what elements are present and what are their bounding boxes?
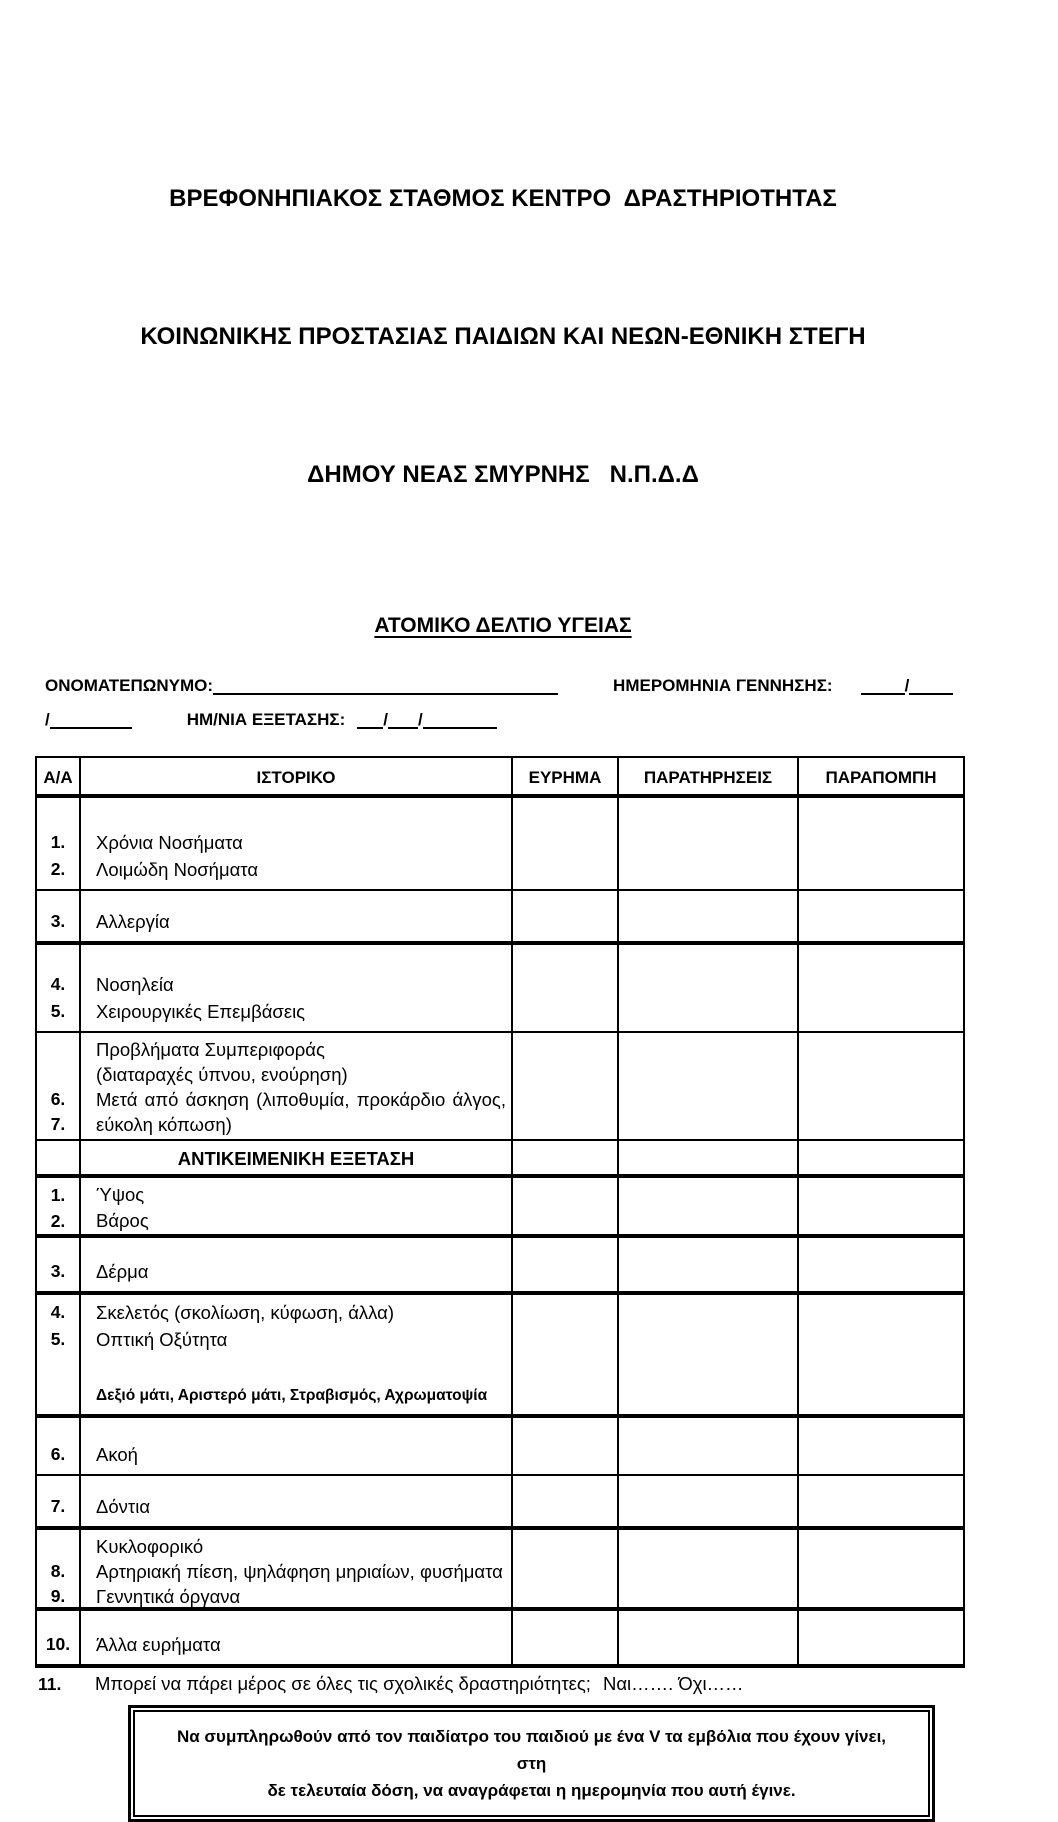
institution-title (45, 0, 961, 590)
item-number: 8. (50, 1561, 66, 1581)
observations-cell (619, 1178, 799, 1240)
row-label-cell (81, 798, 513, 889)
table-row (37, 1178, 963, 1238)
row-label-cell (81, 1295, 513, 1414)
birth-month-blank-line (909, 693, 953, 695)
referral-cell (799, 1611, 963, 1664)
referral-cell (799, 1238, 963, 1291)
item-number: 1. (50, 1185, 66, 1205)
health-record-table (35, 756, 965, 1668)
notice-line-2: δε τελευταία δόση, να αναγράφεται η ημερομηνία που αυτή έγινε. (267, 1781, 796, 1800)
row-label-cell (81, 1238, 513, 1291)
table-row (37, 1611, 963, 1668)
row-number-cell (37, 1476, 81, 1526)
item-label: Οπτική Οξύτητα (96, 1329, 228, 1350)
item-number: 6. (50, 1444, 66, 1464)
question-11-number: 11. (38, 1674, 62, 1694)
referral-cell (799, 798, 963, 889)
full-name-label: ΟΝΟΜΑΤΕΠΩΝΥΜΟ: (45, 676, 214, 695)
row-label-cell (81, 1033, 513, 1141)
date-slash: / (45, 710, 50, 729)
item-subnote: Δεξιό μάτι, Αριστερό μάτι, Στραβισμός, Αχρωματοψία (96, 1387, 488, 1404)
item-number: 3. (50, 911, 66, 931)
observations-cell (619, 945, 799, 1031)
observations-cell (619, 1530, 799, 1613)
column-header-label: ΠΑΡΑΠΟΜΠΗ (825, 768, 937, 787)
birth-year-blank-line (50, 727, 132, 729)
item-label: Χειρουργικές Επεμβάσεις (96, 1001, 306, 1022)
vaccination-notice-inner (133, 1710, 930, 1817)
item-label: Δόντια (96, 1496, 151, 1517)
finding-cell (513, 1295, 619, 1414)
observations-cell (619, 1476, 799, 1526)
row-label-cell (81, 945, 513, 1031)
row-number-cell (37, 798, 81, 889)
finding-cell (513, 798, 619, 889)
item-label: Ύψος (96, 1184, 145, 1205)
item-label: Προβλήματα Συμπεριφοράς (96, 1039, 325, 1060)
column-header-label: ΕΥΡΗΜΑ (528, 768, 602, 787)
vaccination-notice-box (128, 1705, 935, 1822)
item-number: 7. (50, 1496, 66, 1516)
column-header-label: ΠΑΡΑΤΗΡΗΣΕΙΣ (643, 768, 773, 787)
observations-cell (619, 1295, 799, 1414)
finding-cell (513, 891, 619, 941)
referral-cell (799, 1295, 963, 1414)
finding-cell (513, 1418, 619, 1474)
item-label: Ακοή (96, 1444, 138, 1465)
observations-cell (619, 1238, 799, 1291)
table-row (37, 1476, 963, 1530)
referral-cell (799, 1418, 963, 1474)
table-row (37, 1033, 963, 1141)
table-header-cell (619, 758, 799, 794)
table-header-cell (37, 758, 81, 794)
referral-cell (799, 1530, 963, 1613)
row-number-cell (37, 1418, 81, 1474)
row-number-cell (37, 1295, 81, 1414)
finding-cell (513, 1530, 619, 1613)
item-label: Άλλα ευρήματα (96, 1634, 221, 1655)
item-label: Χρόνια Νοσήματα (96, 832, 243, 853)
birth-date-label: ΗΜΕΡΟΜΗΝΙΑ ΓΕΝΝΗΣΗΣ: (613, 676, 833, 695)
referral-cell (799, 1033, 963, 1141)
observations-cell (619, 1033, 799, 1141)
date-slash: / (383, 710, 388, 729)
row-number-cell (37, 1238, 81, 1291)
referral-cell (799, 891, 963, 941)
form-title (45, 614, 961, 638)
item-label: Δέρμα (96, 1261, 149, 1282)
item-label: Γεννητικά όργανα (96, 1586, 241, 1607)
table-row (37, 891, 963, 945)
full-name-blank-line (213, 693, 558, 695)
row-number-cell (37, 945, 81, 1031)
item-label: Νοσηλεία (96, 974, 174, 995)
finding-cell (513, 1141, 619, 1178)
table-row (37, 1238, 963, 1295)
observations-cell (619, 1141, 799, 1178)
table-row (37, 1141, 963, 1178)
question-11-yes-option: Ναι……. (602, 1673, 674, 1694)
observations-cell (619, 798, 799, 889)
row-number-cell (37, 891, 81, 941)
identity-fields (45, 669, 961, 737)
table-row (37, 1418, 963, 1476)
question-11-row (38, 1672, 961, 1696)
table-header-cell (799, 758, 963, 794)
item-label: Αλλεργία (96, 911, 170, 932)
question-11-text: Μπορεί να πάρει μέρος σε όλες τις σχολικές δραστηριότητες; (95, 1673, 591, 1694)
table-header-cell (81, 758, 513, 794)
table-row (37, 945, 963, 1033)
table-header-row (37, 758, 963, 798)
row-number-cell (37, 1033, 81, 1141)
field-line-2 (45, 703, 961, 737)
item-number: 2. (50, 859, 66, 879)
exam-date-label: ΗΜ/ΝΙΑ ΕΞΕΤΑΣΗΣ: (186, 710, 346, 729)
row-label-cell (81, 1530, 513, 1613)
finding-cell (513, 1033, 619, 1141)
title-line-2: ΚΟΙΝΩΝΙΚΗΣ ΠΡΟΣΤΑΣΙΑΣ ΠΑΙΔΙΩΝ ΚΑΙ ΝΕΩΝ-ΕΘΝΙΚΗ ΣΤΕΓΗ (140, 323, 866, 350)
row-label-cell (81, 1611, 513, 1664)
item-number: 1. (50, 832, 66, 852)
item-number: 2. (50, 1211, 66, 1231)
title-line-1: ΒΡΕΦΟΝΗΠΙΑΚΟΣ ΣΤΑΘΜΟΣ ΚΕΝΤΡΟ ΔΡΑΣΤΗΡΙΟΤΗΤΑΣ (169, 185, 837, 212)
item-label: Σκελετός (σκολίωση, κύφωση, άλλα) (96, 1302, 394, 1323)
item-number: 3. (50, 1261, 66, 1281)
table-header-cell (513, 758, 619, 794)
finding-cell (513, 1476, 619, 1526)
referral-cell (799, 945, 963, 1031)
item-label: (διαταραχές ύπνου, ενούρηση) (96, 1064, 348, 1085)
column-header-label: Α/Α (43, 768, 73, 787)
row-label-cell (81, 1178, 513, 1240)
form-title-text: ΑΤΟΜΙΚΟ ΔΕΛΤΙΟ ΥΓΕΙΑΣ (374, 614, 632, 637)
finding-cell (513, 1238, 619, 1291)
notice-line-1: Να συμπληρωθούν από τον παιδίατρο του παιδιού με ένα V τα εμβόλια που έχουν γίνει, στη (176, 1727, 887, 1773)
question-11-no-option: Όχι…… (678, 1673, 744, 1694)
finding-cell (513, 1178, 619, 1240)
date-slash: / (904, 676, 910, 695)
row-number-cell (37, 1178, 81, 1240)
finding-cell (513, 945, 619, 1031)
referral-cell (799, 1141, 963, 1178)
observations-cell (619, 1418, 799, 1474)
exam-month-blank-line (388, 727, 418, 729)
referral-cell (799, 1178, 963, 1240)
row-label-cell (81, 1418, 513, 1474)
item-label: Βάρος (96, 1210, 149, 1231)
item-label: Μετά από άσκηση (λιποθυμία, προκάρδιο άλγος, (96, 1089, 506, 1110)
referral-cell (799, 1476, 963, 1526)
title-line-3: ΔΗΜΟΥ ΝΕΑΣ ΣΜΥΡΝΗΣ Ν.Π.Δ.Δ (307, 461, 699, 488)
field-line-1 (45, 669, 961, 703)
item-number: 4. (50, 974, 66, 994)
row-number-cell (37, 1530, 81, 1613)
column-header-label: ΙΣΤΟΡΙΚΟ (256, 768, 336, 787)
exam-year-blank-line (423, 727, 497, 729)
birth-day-blank-line (861, 693, 905, 695)
section-heading: ΑΝΤΙΚΕΙΜΕΝΙΚΗ ΕΞΕΤΑΣΗ (177, 1148, 415, 1169)
row-label-cell (81, 891, 513, 941)
item-number: 4. (50, 1302, 66, 1322)
row-number-cell (37, 1141, 81, 1178)
row-number-cell (37, 1611, 81, 1664)
item-number: 5. (50, 1001, 66, 1021)
row-label-cell (81, 1476, 513, 1526)
observations-cell (619, 1611, 799, 1664)
item-label: εύκολη κόπωση) (96, 1114, 232, 1135)
item-number: 6. (50, 1089, 66, 1109)
table-row (37, 798, 963, 891)
observations-cell (619, 891, 799, 941)
item-label: Κυκλοφορικό (96, 1536, 204, 1557)
item-number: 7. (50, 1114, 66, 1134)
exam-day-blank-line (357, 727, 383, 729)
item-label: Λοιμώδη Νοσήματα (96, 859, 259, 880)
item-label: Αρτηριακή πίεση, ψηλάφηση μηριαίων, φυσήματα (96, 1561, 503, 1582)
table-row (37, 1295, 963, 1418)
row-label-cell (81, 1141, 513, 1178)
item-number: 5. (50, 1329, 66, 1349)
item-number: 9. (50, 1586, 66, 1606)
date-slash: / (418, 710, 423, 729)
table-row (37, 1530, 963, 1611)
finding-cell (513, 1611, 619, 1664)
item-number: 10. (45, 1634, 71, 1654)
